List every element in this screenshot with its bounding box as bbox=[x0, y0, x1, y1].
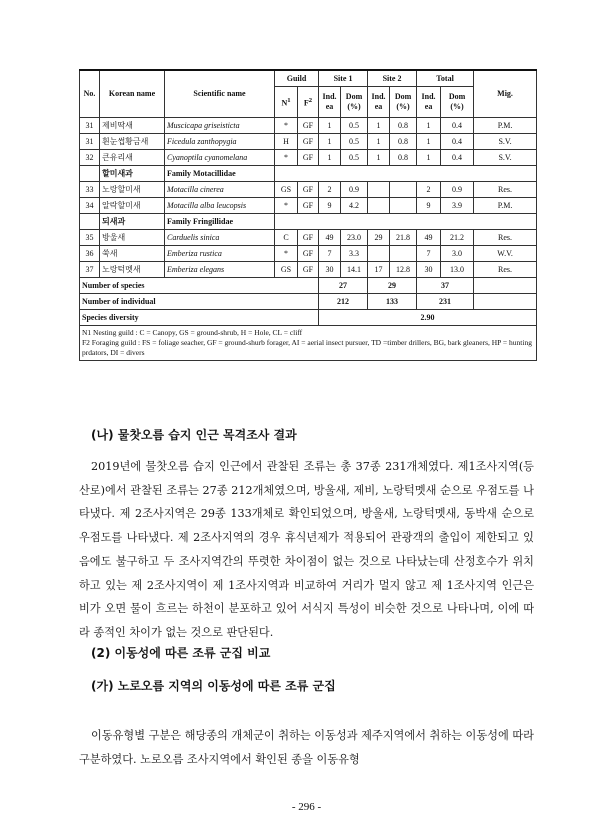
header-total: Total bbox=[417, 70, 474, 87]
species-foraging-guild: GF bbox=[298, 182, 319, 198]
total-individuals: 1 bbox=[417, 118, 441, 134]
family-row bbox=[80, 214, 537, 230]
site2-individuals bbox=[368, 246, 390, 262]
site1-individuals: 1 bbox=[319, 150, 341, 166]
species-row bbox=[80, 262, 537, 278]
species-row bbox=[80, 134, 537, 150]
total-dominance: 3.0 bbox=[441, 246, 474, 262]
species-korean-name: 큰유리새 bbox=[100, 150, 165, 166]
bird-survey-table bbox=[79, 69, 537, 361]
species-foraging-guild: GF bbox=[298, 262, 319, 278]
header-no: No. bbox=[80, 70, 100, 118]
site1-dominance: 3.3 bbox=[341, 246, 368, 262]
species-no: 36 bbox=[80, 246, 100, 262]
site1-individuals: 49 bbox=[319, 230, 341, 246]
site2-dominance: 0.8 bbox=[390, 134, 417, 150]
species-foraging-guild: GF bbox=[298, 198, 319, 214]
site2-individuals: 1 bbox=[368, 150, 390, 166]
migration-status: S.V. bbox=[474, 150, 537, 166]
species-nesting-guild: GS bbox=[275, 262, 298, 278]
site2-individuals bbox=[368, 198, 390, 214]
total-individuals: 1 bbox=[417, 134, 441, 150]
site2-individuals: 29 bbox=[368, 230, 390, 246]
species-row bbox=[80, 182, 537, 198]
individual-count-site1: 212 bbox=[319, 294, 368, 310]
site1-dominance: 14.1 bbox=[341, 262, 368, 278]
site2-individuals: 1 bbox=[368, 134, 390, 150]
diversity-label: Species diversity bbox=[80, 310, 319, 326]
table-notes bbox=[80, 326, 537, 361]
total-individuals: 1 bbox=[417, 150, 441, 166]
family-scientific: Family Fringillidae bbox=[165, 214, 275, 230]
species-scientific-name: Ficedula zanthopygia bbox=[165, 134, 275, 150]
site1-individuals: 2 bbox=[319, 182, 341, 198]
site2-dominance bbox=[390, 198, 417, 214]
header-guild: Guild bbox=[275, 70, 319, 87]
species-no: 37 bbox=[80, 262, 100, 278]
summary-body bbox=[80, 278, 537, 361]
header-site1-ind: Ind. ea bbox=[319, 87, 341, 118]
individual-count-row bbox=[80, 294, 537, 310]
bird-survey-table-container bbox=[79, 69, 536, 361]
species-nesting-guild: * bbox=[275, 150, 298, 166]
site2-individuals: 17 bbox=[368, 262, 390, 278]
species-count-total: 37 bbox=[417, 278, 474, 294]
species-count-site2: 29 bbox=[368, 278, 417, 294]
species-scientific-name: Emberiza elegans bbox=[165, 262, 275, 278]
migration-status: P.M. bbox=[474, 198, 537, 214]
header-site1-dom: Dom (%) bbox=[341, 87, 368, 118]
species-korean-name: 제비딱새 bbox=[100, 118, 165, 134]
total-individuals: 2 bbox=[417, 182, 441, 198]
family-scientific: Family Motacillidae bbox=[165, 166, 275, 182]
species-count-site1: 27 bbox=[319, 278, 368, 294]
total-dominance: 0.9 bbox=[441, 182, 474, 198]
species-korean-name: 알락할미새 bbox=[100, 198, 165, 214]
header-nesting-guild: $N^1$ bbox=[275, 87, 298, 118]
species-korean-name: 흰눈썹황금새 bbox=[100, 134, 165, 150]
paragraph-survey-results: 2019년에 물찻오름 습지 인근에서 관찰된 조류는 총 37종 231개체였다. 제1조사지역(등산로)에서 관찰된 조류는 27종 212개체였으며, 방울새, 제비, 노랑턱멧새 순으로 우점도를 나타냈다. 제 2조사지역은 29종 133개체로 확인되었으며, 방울새, 노랑턱멧새, 동박새 순으로 우점도를 나타냈다. 제 2조사지역의 경우 휴식년제가 적용되어 관광객의 출입이 제한되고 있음에도 불구하고 두 조사지역간의 뚜렷한 차이점이 없는 것으로 나타났는데 산정호수가 위치하고 있는 제 2조사지역이 제 1조사지역과 비교하여 거리가 멀지 않고 제 1조사지역 인근은 비가 오면 물이 흐르는 하천이 분포하고 있어 서식지 특성이 비슷한 것으로 나타나며, 이에 따라 종적인 차이가 없는 것으로 판단된다. bbox=[79, 460, 534, 639]
total-individuals: 30 bbox=[417, 262, 441, 278]
total-individuals: 7 bbox=[417, 246, 441, 262]
family-row bbox=[80, 166, 537, 182]
species-row bbox=[80, 150, 537, 166]
header-site2-ind: Ind. ea bbox=[368, 87, 390, 118]
species-nesting-guild: * bbox=[275, 246, 298, 262]
header-foraging-guild: $F^2$ bbox=[298, 87, 319, 118]
site2-dominance bbox=[390, 182, 417, 198]
species-row bbox=[80, 246, 537, 262]
site1-dominance: 0.5 bbox=[341, 118, 368, 134]
individual-count-label: Number of individual bbox=[80, 294, 319, 310]
migration-status: Res. bbox=[474, 262, 537, 278]
header-migration: Mig. bbox=[474, 70, 537, 118]
species-scientific-name: Motacilla alba leucopsis bbox=[165, 198, 275, 214]
total-individuals: 9 bbox=[417, 198, 441, 214]
site1-dominance: 0.5 bbox=[341, 134, 368, 150]
species-nesting-guild: H bbox=[275, 134, 298, 150]
section-heading: (나) 물찻오름 습지 인근 목격조사 결과 bbox=[91, 428, 297, 442]
species-scientific-name: Emberiza rustica bbox=[165, 246, 275, 262]
total-dominance: 3.9 bbox=[441, 198, 474, 214]
species-scientific-name: Carduelis sinica bbox=[165, 230, 275, 246]
site2-dominance: 0.8 bbox=[390, 118, 417, 134]
individual-count-site2: 133 bbox=[368, 294, 417, 310]
individual-count-total: 231 bbox=[417, 294, 474, 310]
site1-dominance: 4.2 bbox=[341, 198, 368, 214]
site2-individuals: 1 bbox=[368, 118, 390, 134]
species-no: 31 bbox=[80, 134, 100, 150]
species-foraging-guild: GF bbox=[298, 150, 319, 166]
site2-dominance bbox=[390, 246, 417, 262]
species-scientific-name: Muscicapa griseisticta bbox=[165, 118, 275, 134]
species-row bbox=[80, 198, 537, 214]
species-no: 33 bbox=[80, 182, 100, 198]
notes-row bbox=[80, 326, 537, 361]
species-count-row bbox=[80, 278, 537, 294]
species-row bbox=[80, 118, 537, 134]
total-dominance: 0.4 bbox=[441, 134, 474, 150]
species-nesting-guild: * bbox=[275, 198, 298, 214]
migration-status: S.V. bbox=[474, 134, 537, 150]
migration-status: Res. bbox=[474, 182, 537, 198]
species-no: 31 bbox=[80, 118, 100, 134]
header-total-ind: Ind. ea bbox=[417, 87, 441, 118]
species-korean-name: 노랑턱멧새 bbox=[100, 262, 165, 278]
site2-dominance: 0.8 bbox=[390, 150, 417, 166]
total-dominance: 13.0 bbox=[441, 262, 474, 278]
site2-individuals bbox=[368, 182, 390, 198]
heading-migration-comparison: (2) 이동성에 따른 조류 군집 비교 bbox=[91, 646, 271, 660]
header-korean-name: Korean name bbox=[100, 70, 165, 118]
site1-individuals: 7 bbox=[319, 246, 341, 262]
diversity-row bbox=[80, 310, 537, 326]
migration-status: Res. bbox=[474, 230, 537, 246]
heading-noro-oreum: (가) 노로오름 지역의 이동성에 따른 조류 군집 bbox=[91, 679, 336, 693]
header-row-1 bbox=[80, 70, 537, 87]
species-nesting-guild: GS bbox=[275, 182, 298, 198]
species-scientific-name: Motacilla cinerea bbox=[165, 182, 275, 198]
site2-dominance: 21.8 bbox=[390, 230, 417, 246]
species-foraging-guild: GF bbox=[298, 246, 319, 262]
note-foraging-guild: F2 Foraging guild : FS = foliage seacher, GF = ground-shurb forager, AI = aerial insect pursuer, TD =timber drillers, BG, bark gleaners, HP = hunting prdators, DI = divers bbox=[82, 338, 532, 357]
total-dominance: 0.4 bbox=[441, 150, 474, 166]
site1-dominance: 23.0 bbox=[341, 230, 368, 246]
header-site1: Site 1 bbox=[319, 70, 368, 87]
site1-individuals: 9 bbox=[319, 198, 341, 214]
species-nesting-guild: * bbox=[275, 118, 298, 134]
species-korean-name: 방울새 bbox=[100, 230, 165, 246]
site1-individuals: 30 bbox=[319, 262, 341, 278]
species-foraging-guild: GF bbox=[298, 134, 319, 150]
species-table-body bbox=[80, 118, 537, 278]
total-individuals: 49 bbox=[417, 230, 441, 246]
family-korean: 되새과 bbox=[100, 214, 165, 230]
total-dominance: 0.4 bbox=[441, 118, 474, 134]
site1-individuals: 1 bbox=[319, 134, 341, 150]
site1-dominance: 0.5 bbox=[341, 150, 368, 166]
note-nesting-guild: N1 Nesting guild : C = Canopy, GS = ground-shrub, H = Hole, CL = cliff bbox=[82, 328, 303, 337]
site1-individuals: 1 bbox=[319, 118, 341, 134]
species-no: 35 bbox=[80, 230, 100, 246]
species-korean-name: 노랑할미새 bbox=[100, 182, 165, 198]
species-count-label: Number of species bbox=[80, 278, 319, 294]
diversity-value: 2.90 bbox=[319, 310, 537, 326]
header-site2: Site 2 bbox=[368, 70, 417, 87]
family-korean: 할미새과 bbox=[100, 166, 165, 182]
header-scientific-name: Scientific name bbox=[165, 70, 275, 118]
species-foraging-guild: GF bbox=[298, 118, 319, 134]
paragraph-migration-types: 이동유형별 구분은 해당종의 개체군이 취하는 이동성과 제주지역에서 취하는 이동성에 따라 구분하였다. 노로오름 조사지역에서 확인된 종을 이동유형 bbox=[79, 729, 534, 766]
species-nesting-guild: C bbox=[275, 230, 298, 246]
species-foraging-guild: GF bbox=[298, 230, 319, 246]
header-total-dom: Dom (%) bbox=[441, 87, 474, 118]
migration-status: W.V. bbox=[474, 246, 537, 262]
species-korean-name: 쑥새 bbox=[100, 246, 165, 262]
total-dominance: 21.2 bbox=[441, 230, 474, 246]
site2-dominance: 12.8 bbox=[390, 262, 417, 278]
migration-status: P.M. bbox=[474, 118, 537, 134]
page-number: - 296 - bbox=[291, 801, 322, 813]
species-no: 34 bbox=[80, 198, 100, 214]
species-row bbox=[80, 230, 537, 246]
species-scientific-name: Cyanoptila cyanomelana bbox=[165, 150, 275, 166]
species-no: 32 bbox=[80, 150, 100, 166]
site1-dominance: 0.9 bbox=[341, 182, 368, 198]
header-site2-dom: Dom (%) bbox=[390, 87, 417, 118]
